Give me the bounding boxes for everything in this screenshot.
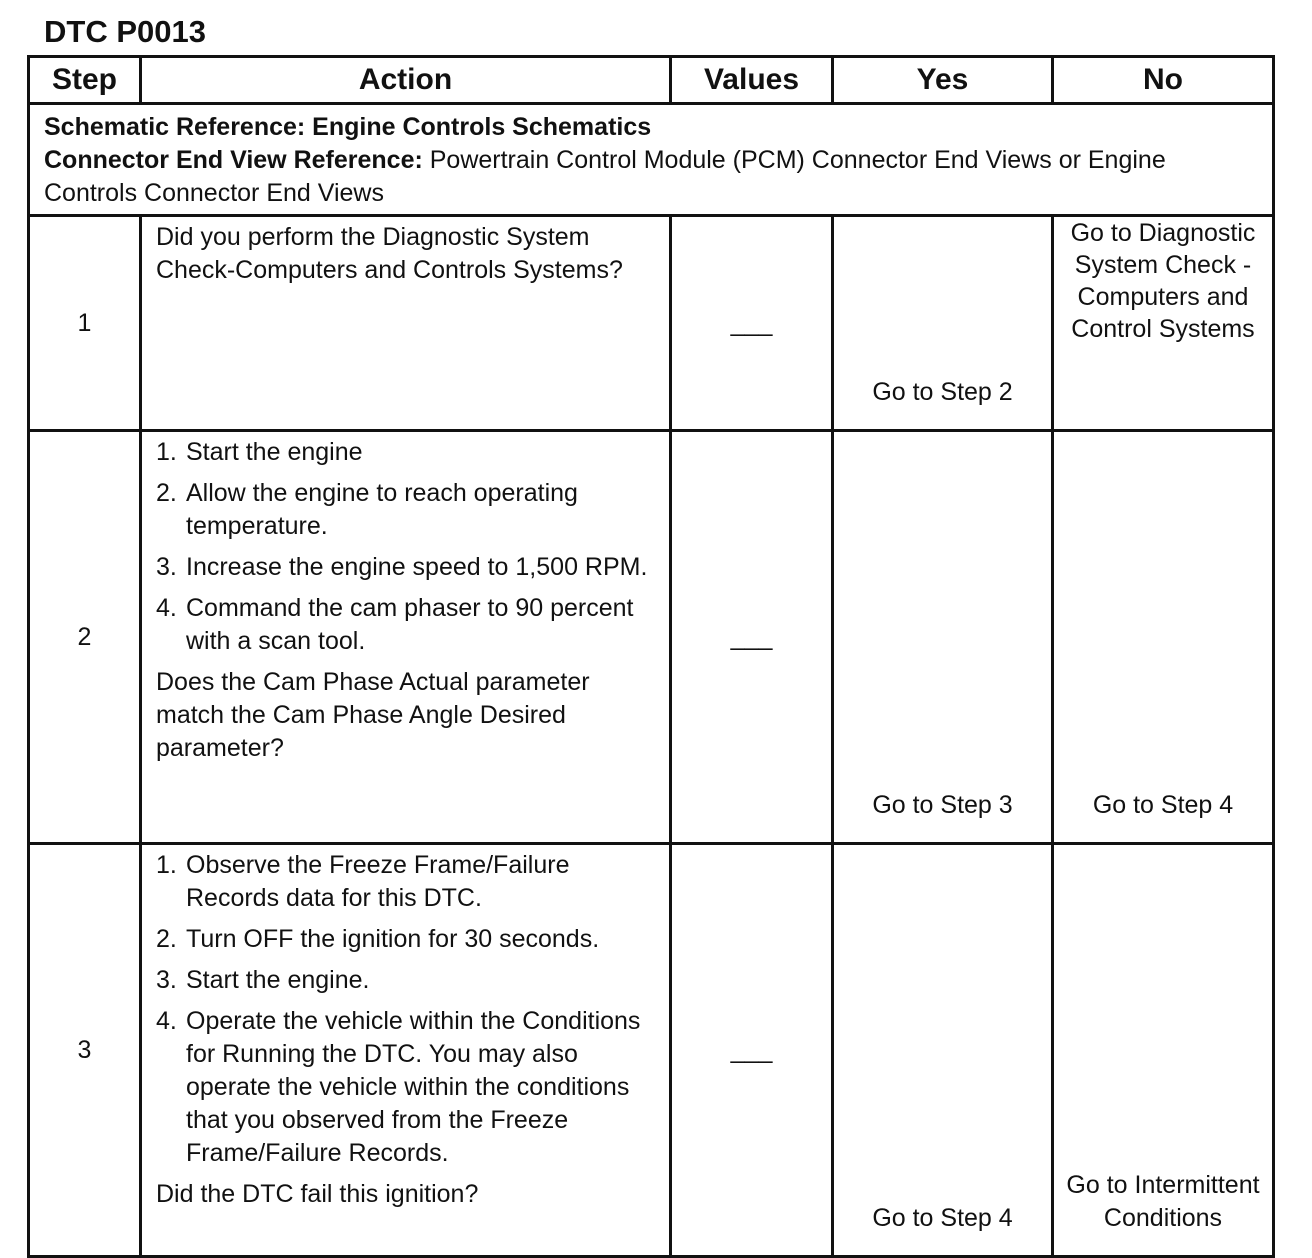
step-item-number: 2. [156,925,177,953]
step-item-text: Start the engine. [186,966,370,994]
header-no: No [1053,57,1274,104]
table-row [29,844,1274,1257]
step-item-number: 4. [156,1007,177,1035]
yes-cell: Go to Step 3 [833,431,1053,844]
values-cell: ___ [671,216,833,431]
step-item-number: 1. [156,851,177,879]
step-number: 1 [29,216,141,431]
action-step [156,964,659,997]
document-title: DTC P0013 [44,14,206,49]
action-step [156,1005,659,1170]
step-item-text: Command the cam phaser to 90 percent with a scan tool. [186,594,634,655]
no-cell: Go to Step 4 [1053,431,1274,844]
yes-cell: Go to Step 4 [833,844,1053,1257]
action-cell [141,844,671,1257]
action-step [156,551,659,584]
action-step [156,477,659,543]
header-row [29,57,1274,104]
action-question: Did you perform the Diagnostic System Check-Computers and Controls Systems? [156,223,623,284]
step-item-text: Start the engine [186,438,363,466]
step-item-number: 2. [156,479,177,507]
action-step [156,436,659,469]
action-cell [141,216,671,431]
action-cell [141,431,671,844]
action-step [156,923,659,956]
reference-cell [29,104,1274,216]
table-row [29,216,1274,431]
step-item-text: Observe the Freeze Frame/Failure Records data for this DTC. [186,851,570,912]
diagnostic-table [27,55,1275,1258]
step-item-text: Operate the vehicle within the Conditions for Running the DTC. You may also operate the vehicle within the conditions that you observed from the Freeze Frame/Failure Records. [186,1007,641,1167]
header-action: Action [141,57,671,104]
action-question: Does the Cam Phase Actual parameter match the Cam Phase Angle Desired parameter? [156,668,590,762]
step-item-text: Increase the engine speed to 1,500 RPM. [186,553,648,581]
header-values: Values [671,57,833,104]
action-step [156,592,659,658]
step-item-text: Turn OFF the ignition for 30 seconds. [186,925,600,953]
step-item-number: 1. [156,438,177,466]
step-item-number: 3. [156,966,177,994]
values-cell: ___ [671,844,833,1257]
action-step [156,849,659,915]
action-steps [156,849,659,1170]
connector-reference [44,144,1258,210]
header-step: Step [29,57,141,104]
step-number: 2 [29,431,141,844]
no-cell: Go to Intermittent Conditions [1053,844,1274,1257]
no-cell: Go to Diagnostic System Check - Computers and Control Systems [1053,216,1274,431]
connector-reference-label: Connector End View Reference: [44,146,423,174]
step-item-number: 4. [156,594,177,622]
step-item-number: 3. [156,553,177,581]
step-item-text: Allow the engine to reach operating temperature. [186,479,578,540]
header-yes: Yes [833,57,1053,104]
yes-cell: Go to Step 2 [833,216,1053,431]
step-number: 3 [29,844,141,1257]
action-question: Did the DTC fail this ignition? [156,1180,479,1208]
schematic-reference: Schematic Reference: Engine Controls Schematics [44,113,652,141]
reference-row [29,104,1274,216]
table-row [29,431,1274,844]
action-steps [156,436,659,658]
connector-reference-text: Powertrain Control Module (PCM) Connector End Views or Engine Controls Connector End Views [44,146,1166,207]
values-cell: ___ [671,431,833,844]
